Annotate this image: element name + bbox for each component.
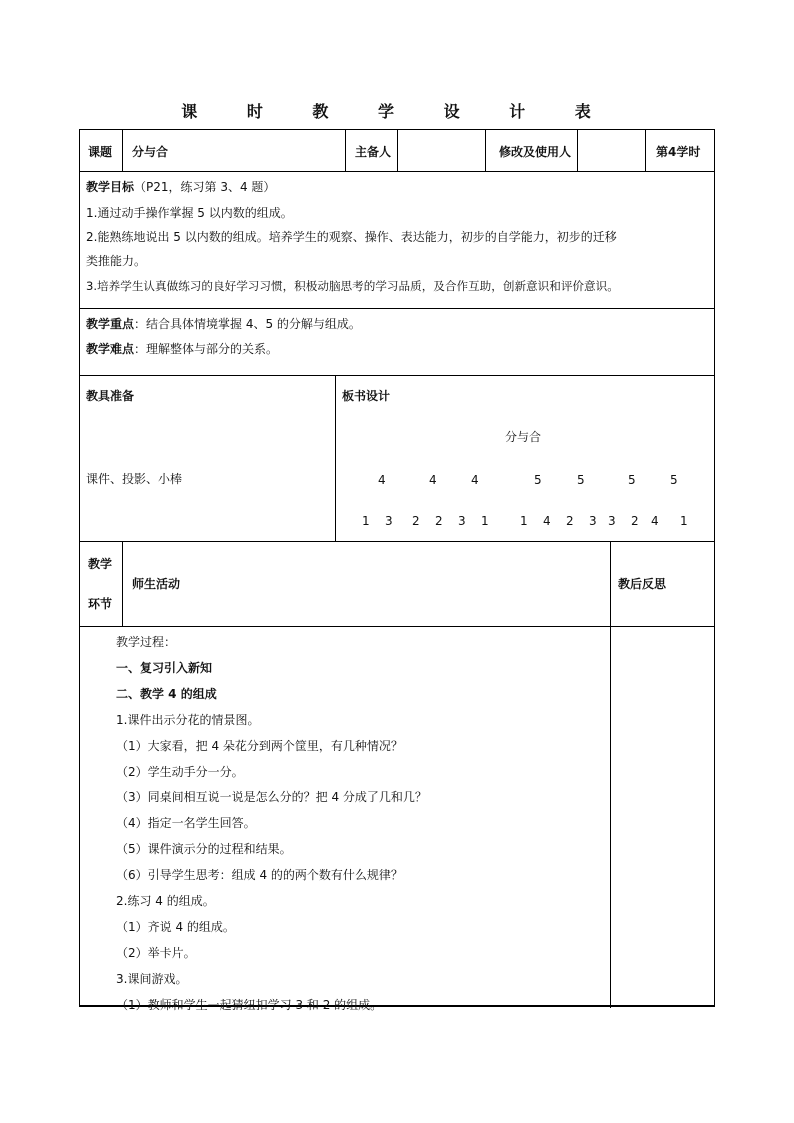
reviser-label: 修改及使用人 bbox=[499, 145, 572, 159]
board-total-number: 4 bbox=[378, 473, 386, 487]
activity-label: 师生活动 bbox=[132, 577, 181, 591]
col-divider bbox=[577, 130, 578, 171]
board-part-number: 2 bbox=[435, 514, 443, 528]
board-total-number: 5 bbox=[534, 473, 542, 487]
row-divider bbox=[80, 375, 714, 376]
objectives-ref: （P21，练习第 3、4 题） bbox=[134, 180, 276, 194]
process-line: （2）学生动手分一分。 bbox=[116, 764, 244, 779]
board-total-number: 5 bbox=[628, 473, 636, 487]
author-label: 主备人 bbox=[355, 145, 392, 159]
row-divider bbox=[80, 171, 714, 172]
row-divider bbox=[80, 308, 714, 309]
board-part-number: 1 bbox=[362, 514, 370, 528]
teaching-focus bbox=[86, 318, 361, 330]
row-divider bbox=[80, 541, 714, 542]
objectives-heading bbox=[86, 181, 275, 193]
board-part-number: 3 bbox=[458, 514, 466, 528]
process-line: （1）齐说 4 的组成。 bbox=[116, 919, 235, 934]
board-part-number: 3 bbox=[385, 514, 393, 528]
process-line: 3.课间游戏。 bbox=[116, 971, 188, 986]
process-line: （1）教师和学生一起猜纽扣学习 3 和 2 的组成。 bbox=[116, 997, 383, 1012]
focus-label: 教学重点 bbox=[86, 317, 135, 331]
focus-text: ：结合具体情境掌握 4、5 的分解与组成。 bbox=[134, 317, 361, 331]
process-line: 一、复习引入新知 bbox=[116, 660, 213, 675]
col-divider bbox=[122, 541, 123, 626]
col-divider bbox=[335, 375, 336, 541]
board-part-number: 4 bbox=[543, 514, 551, 528]
process-line: 教学过程： bbox=[116, 635, 177, 649]
row-divider bbox=[80, 626, 714, 627]
board-total-number: 5 bbox=[577, 473, 585, 487]
board-part-number: 1 bbox=[481, 514, 489, 528]
objectives-label: 教学目标 bbox=[86, 180, 135, 194]
process-line: （4）指定一名学生回答。 bbox=[116, 816, 256, 831]
process-line: （1）大家看，把 4 朵花分到两个筐里，有几种情况？ bbox=[116, 738, 403, 753]
board-part-number: 1 bbox=[520, 514, 528, 528]
col-divider bbox=[397, 130, 398, 171]
stage-label-line2: 环节 bbox=[88, 597, 113, 611]
board-part-number: 2 bbox=[566, 514, 574, 528]
stage-label-line1: 教学 bbox=[88, 557, 113, 571]
difficulty-label: 教学难点 bbox=[86, 342, 135, 356]
prep-label: 教具准备 bbox=[86, 389, 135, 403]
col-divider bbox=[122, 130, 123, 171]
process-line: （3）同桌间相互说一说是怎么分的？把 4 分成了几和几？ bbox=[116, 790, 427, 805]
process-line: （5）课件演示分的过程和结果。 bbox=[116, 842, 292, 857]
difficulty-text: ：理解整体与部分的关系。 bbox=[134, 342, 279, 356]
board-part-number: 1 bbox=[680, 514, 688, 528]
period-label: 第4学时 bbox=[656, 145, 701, 159]
topic-label: 课题 bbox=[88, 145, 113, 159]
objective-item: 3.培养学生认真做练习的良好学习习惯，积极动脑思考的学习品质，及合作互助，创新意识和评价意识。 bbox=[86, 279, 619, 293]
topic-value: 分与合 bbox=[132, 145, 169, 159]
objective-item: 类推能力。 bbox=[86, 254, 147, 268]
board-total-number: 5 bbox=[670, 473, 678, 487]
teaching-difficulty bbox=[86, 343, 278, 355]
board-part-number: 3 bbox=[589, 514, 597, 528]
reflection-label: 教后反思 bbox=[618, 577, 667, 591]
process-line: 二、教学 4 的组成 bbox=[116, 686, 217, 701]
process-line: （2）举卡片。 bbox=[116, 945, 196, 960]
board-total-number: 4 bbox=[429, 473, 437, 487]
board-part-number: 3 bbox=[608, 514, 616, 528]
col-divider bbox=[645, 130, 646, 171]
board-total-number: 4 bbox=[471, 473, 479, 487]
lesson-plan-table bbox=[79, 129, 715, 1012]
objective-item: 1.通过动手操作掌握 5 以内数的组成。 bbox=[86, 206, 293, 220]
col-divider bbox=[610, 541, 611, 1008]
board-heading: 分与合 bbox=[505, 430, 542, 444]
page-title: 课 时 教 学 设 计 表 bbox=[181, 102, 613, 121]
col-divider bbox=[345, 130, 346, 171]
prep-value: 课件、投影、小棒 bbox=[86, 472, 183, 486]
process-line: （6）引导学生思考：组成 4 的的两个数有什么规律？ bbox=[116, 868, 403, 883]
board-part-number: 2 bbox=[412, 514, 420, 528]
board-part-number: 4 bbox=[651, 514, 659, 528]
col-divider bbox=[485, 130, 486, 171]
board-part-number: 2 bbox=[631, 514, 639, 528]
process-line: 2.练习 4 的组成。 bbox=[116, 894, 215, 908]
process-line: 1.课件出示分花的情景图。 bbox=[116, 712, 260, 727]
objective-item: 2.能熟练地说出 5 以内数的组成。培养学生的观察、操作、表达能力，初步的自学能力，初步的迁移 bbox=[86, 230, 617, 244]
board-label: 板书设计 bbox=[342, 389, 391, 403]
